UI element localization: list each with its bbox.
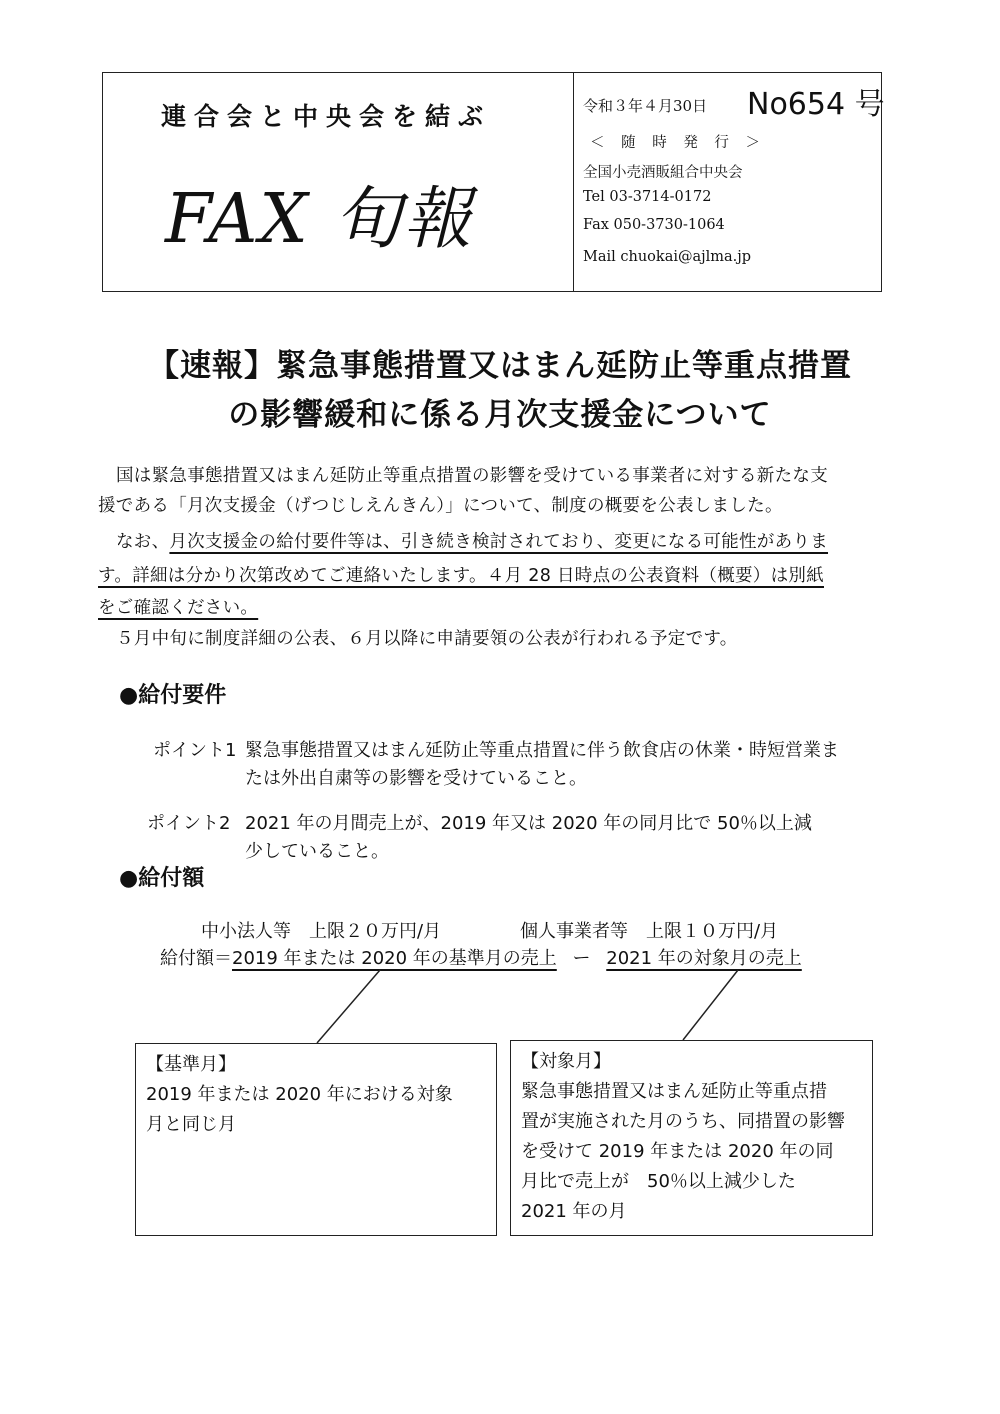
target-month-line-1: 緊急事態措置又はまん延防止等重点措 <box>521 1081 827 1102</box>
base-month-line-2: 月と同じ月 <box>146 1114 236 1135</box>
tel-number: Tel 03-3714-0172 <box>583 189 712 205</box>
formula-minus: ー <box>572 948 591 969</box>
connector-line-base <box>317 970 380 1043</box>
headline-line-1: 【速報】緊急事態措置又はまん延防止等重点措置 <box>148 348 852 384</box>
amount-heading: ●給付額 <box>119 866 205 891</box>
base-month-title: 【基準月】 <box>146 1054 236 1075</box>
individual-limit: 個人事業者等 上限１０万円/月 <box>520 921 779 942</box>
point-2-line-2: 少していること。 <box>245 841 389 862</box>
issue-date: 令和３年４月30日 <box>583 97 708 115</box>
base-month-box <box>135 1043 497 1236</box>
issue-number: No654 号 <box>747 87 885 122</box>
target-month-line-5: 2021 年の月 <box>521 1201 627 1222</box>
email-address: Mail chuokai@ajlma.jp <box>583 249 752 265</box>
formula-prefix: 給付額＝ <box>160 948 232 969</box>
organization-name: 全国小売酒販組合中央会 <box>583 165 743 181</box>
formula-base: 2019 年または 2020 年の基準月の売上 <box>232 948 557 969</box>
point-1-label: ポイント1 <box>153 740 237 761</box>
target-month-line-2: 置が実施された月のうち、同措置の影響 <box>521 1111 845 1132</box>
paragraph-1-line-2: 援である「月次支援金（げつじしえんきん）」について、制度の概要を公表しました。 <box>98 496 783 516</box>
target-month-title: 【対象月】 <box>521 1051 611 1072</box>
paragraph-2-underlined-2: す。詳細は分かり次第改めてご連絡いたします。４月 28 日時点の公表資料（概要）は別紙 <box>98 566 824 586</box>
paragraph-2-underlined-1: 月次支援金の給付要件等は、引き続き検討されており、変更になる可能性がありま <box>169 532 829 552</box>
base-month-line-1: 2019 年または 2020 年における対象 <box>146 1084 453 1105</box>
point-1-line-1: 緊急事態措置又はまん延防止等重点措置に伴う飲食店の休業・時短営業ま <box>245 740 839 761</box>
formula-target: 2021 年の対象月の売上 <box>606 948 802 969</box>
issue-frequency: ＜ 随 時 発 行 ＞ <box>590 135 767 151</box>
newsletter-title: FAX 旬報 <box>165 180 474 259</box>
point-1-line-2: たは外出自粛等の影響を受けていること。 <box>245 768 587 789</box>
paragraph-2-underlined-3: をご確認ください。 <box>98 598 259 618</box>
point-2-line-1: 2021 年の月間売上が、2019 年又は 2020 年の同月比で 50％以上減 <box>245 813 812 834</box>
target-month-line-3: を受けて 2019 年または 2020 年の同 <box>521 1141 834 1162</box>
corporate-limit: 中小法人等 上限２０万円/月 <box>201 921 442 942</box>
target-month-line-4: 月比で売上が 50％以上減少した <box>521 1171 796 1192</box>
connector-line-target <box>683 970 738 1040</box>
newsletter-subtitle: 連合会と中央会を結ぶ <box>161 102 492 131</box>
paragraph-1-line-1: 国は緊急事態措置又はまん延防止等重点措置の影響を受けている事業者に対する新たな支 <box>116 466 828 486</box>
fax-number: Fax 050-3730-1064 <box>583 217 725 233</box>
point-2-label: ポイント2 <box>147 813 231 834</box>
requirements-heading: ●給付要件 <box>119 683 227 708</box>
paragraph-2-prefix: なお、 <box>116 532 170 552</box>
headline-line-2: の影響緩和に係る月次支援金について <box>228 397 772 433</box>
paragraph-3: ５月中旬に制度詳細の公表、６月以降に申請要領の公表が行われる予定です。 <box>116 629 738 649</box>
target-month-box <box>510 1040 873 1236</box>
